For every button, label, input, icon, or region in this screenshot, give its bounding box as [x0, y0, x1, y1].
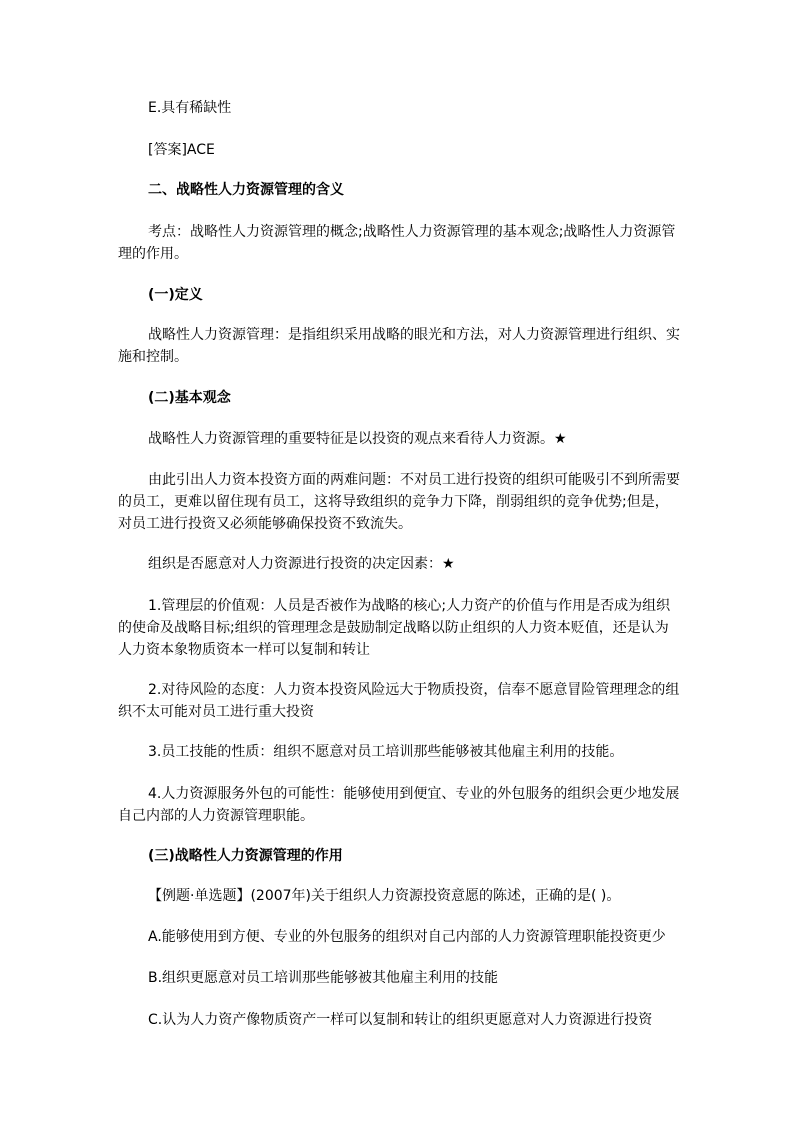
- paragraph-line: 4.人力资源服务外包的可能性：能够使用到便宜、专业的外包服务的组织会更少地发展: [148, 786, 680, 802]
- paragraph-line: 考点：战略性人力资源管理的概念;战略性人力资源管理的基本观念;战略性人力资源管: [148, 224, 676, 240]
- option-e: E.具有稀缺性: [148, 100, 232, 116]
- paragraph-line: 对员工进行投资又必须能够确保投资不致流失。: [118, 516, 412, 532]
- section-heading: 二、战略性人力资源管理的含义: [148, 182, 344, 198]
- subsection-heading: (二)基本观念: [148, 390, 231, 406]
- option-c: C.认为人力资产像物质资产一样可以复制和转让的组织更愿意对人力资源进行投资: [148, 1012, 653, 1028]
- paragraph-line: 组织是否愿意对人力资源进行投资的决定因素：★: [148, 556, 455, 572]
- answer-line: [答案]ACE: [148, 142, 215, 158]
- question-stem: 【例题·单选题】(2007年)关于组织人力资源投资意愿的陈述，正确的是( )。: [148, 888, 621, 904]
- subsection-heading: (三)战略性人力资源管理的作用: [148, 848, 343, 864]
- subsection-heading: (一)定义: [148, 287, 203, 303]
- paragraph-line: 的使命及战略目标;组织的管理理念是鼓励制定战略以防止组织的人力资本贬值，还是认为: [118, 620, 669, 636]
- paragraph-line: 人力资本象物质资本一样可以复制和转让: [118, 642, 370, 658]
- option-b: B.组织更愿意对员工培训那些能够被其他雇主利用的技能: [148, 970, 499, 986]
- paragraph-line: 战略性人力资源管理：是指组织采用战略的眼光和方法，对人力资源管理进行组织、实: [148, 327, 680, 343]
- paragraph-line: 的员工，更难以留住现有员工，这将导致组织的竞争力下降，削弱组织的竞争优势;但是，: [118, 494, 669, 510]
- paragraph-line: 1.管理层的价值观：人员是否被作为战略的核心;人力资产的价值与作用是否成为组织: [148, 598, 671, 614]
- paragraph-line: 理的作用。: [118, 246, 188, 262]
- option-a: A.能够使用到方便、专业的外包服务的组织对自己内部的人力资源管理职能投资更少: [148, 929, 666, 945]
- paragraph-line: 自己内部的人力资源管理职能。: [118, 808, 314, 824]
- paragraph-line: 施和控制。: [118, 349, 188, 365]
- paragraph-line: 由此引出人力资本投资方面的两难问题：不对员工进行投资的组织可能吸引不到所需要: [148, 472, 680, 488]
- paragraph-line: 织不太可能对员工进行重大投资: [118, 704, 314, 720]
- paragraph-line: 2.对待风险的态度：人力资本投资风险远大于物质投资，信奉不愿意冒险管理理念的组: [148, 682, 680, 698]
- paragraph-line: 3.员工技能的性质：组织不愿意对员工培训那些能够被其他雇主利用的技能。: [148, 744, 624, 760]
- paragraph-line: 战略性人力资源管理的重要特征是以投资的观点来看待人力资源。★: [148, 431, 567, 447]
